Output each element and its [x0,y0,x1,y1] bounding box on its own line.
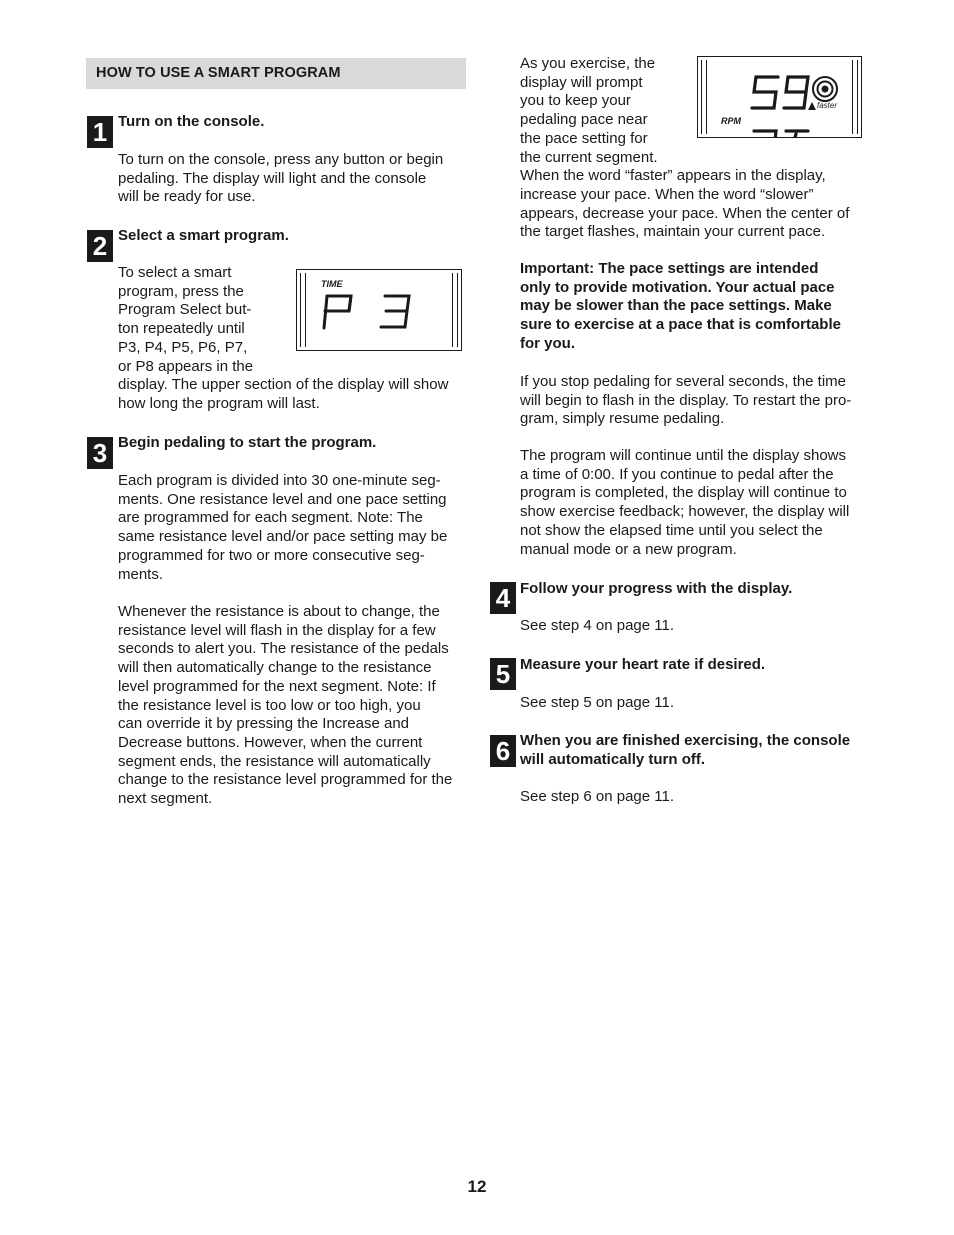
text-line: how long the program will last. [118,394,320,412]
step-1-text [118,151,468,207]
text-line: change to the resistance level programmed for the [118,771,453,789]
program-continue-text [520,447,870,559]
text-line: P3, P4, P5, P6, P7, [118,338,248,356]
text-line: a time of 0:00. If you continue to pedal after the [520,465,834,483]
text-line: same resistance level and/or pace setting may be [118,528,448,546]
text-line: To select a smart [118,264,232,281]
text-line: Whenever the resistance is about to change, the [118,603,440,620]
step-6-title [520,732,880,769]
step-1-number: 1 [87,116,113,148]
text-line: display will prompt [520,73,643,91]
text-line: next segment. [118,790,213,808]
text-line: As you exercise, the [520,55,656,72]
text-line: Program Select but- [118,301,252,319]
step-5-number: 5 [490,658,516,690]
text-line: To turn on the console, press any button or begin [118,151,444,168]
text-line: The program will continue until the display shows [520,447,846,464]
time-label: TIME [321,279,343,289]
text-line: display. The upper section of the display will show [118,376,449,394]
text-line: When you are finished exercising, the console [520,732,851,749]
text-line: show exercise feedback; however, the display will [520,503,850,521]
text-line: level programmed for the next segment. Note: If [118,677,436,695]
text-line: Each program is divided into 30 one-minute seg- [118,472,441,489]
text-line: will begin to flash in the display. To restart the pro- [520,391,852,409]
text-line: will then automatically change to the resistance [118,659,432,677]
faster-indicator: faster [817,101,838,110]
program-readout [297,270,463,352]
step-6-text: See step 6 on page 11. [520,788,675,805]
step-5-title: Measure your heart rate if desired. [520,656,766,673]
text-line: segment ends, the resistance will automatically [118,752,431,770]
step-3-title: Begin pedaling to start the program. [118,434,377,451]
step-2-number: 2 [87,230,113,262]
program-display [296,269,462,351]
step-3-number: 3 [87,437,113,469]
text-line: Important: The pace settings are intended [520,260,819,277]
text-line: If you stop pedaling for several seconds, the time [520,373,847,390]
text-line: the target flashes, maintain your current pace. [520,223,826,241]
text-line: pedaling pace near [520,111,648,129]
step-2-title: Select a smart program. [118,227,289,244]
step-4-text: See step 4 on page 11. [520,617,675,634]
text-line: increase your pace. When the word “slower” [520,185,814,203]
text-line: may be slower than the pace settings. Make [520,297,832,315]
text-line: Decrease buttons. However, when the current [118,733,423,751]
text-line: program, press the [118,282,244,300]
text-line: appears, decrease your pace. When the center of [520,204,850,222]
text-line: or P8 appears in the [118,357,254,375]
text-line: seconds to alert you. The resistance of the pedals [118,640,449,658]
important-note [520,260,870,354]
stop-pedaling-text [520,373,870,429]
rpm-display [697,56,862,138]
text-line: ton repeatedly until [118,320,245,338]
text-line: can override it by pressing the Increase and [118,715,409,733]
text-line: for you. [520,334,575,352]
text-line: will automatically turn off. [520,750,706,768]
step-6-number: 6 [490,735,516,767]
text-line: pedaling. The display will light and the console [118,169,427,187]
text-line: the resistance level is too low or too high, you [118,696,421,714]
text-line: gram, simply resume pedaling. [520,410,725,428]
text-line: ments. [118,565,164,583]
text-line: only to provide motivation. Your actual pace [520,278,835,296]
text-line: will be ready for use. [118,188,256,206]
text-line: the pace setting for [520,129,648,147]
text-line: ments. One resistance level and one pace setting [118,490,447,508]
text-line: resistance level will flash in the display for a few [118,621,436,639]
text-line: When the word “faster” appears in the display, [520,167,826,185]
text-line: not show the elapsed time until you select the [520,521,823,539]
step-3-para-2 [118,603,468,809]
step-4-title: Follow your progress with the display. [520,580,793,597]
step-1-title: Turn on the console. [118,113,265,130]
page-number: 12 [467,1177,487,1196]
text-line: program is completed, the display will continue to [520,484,847,502]
text-line: the current segment. [520,148,658,166]
section-title: HOW TO USE A SMART PROGRAM [86,58,466,89]
target-icon [811,75,839,103]
step-3-para-1 [118,472,468,584]
text-line: programmed for two or more consecutive seg- [118,546,425,564]
step-4-number: 4 [490,582,516,614]
faster-arrow-icon [807,101,817,111]
text-line: you to keep your [520,92,631,110]
text-line: are programmed for each segment. Note: The [118,509,423,527]
step-5-text: See step 5 on page 11. [520,694,675,711]
rpm-label: RPM [721,116,741,126]
text-line: sure to exercise at a pace that is comfortable [520,316,841,334]
text-line: manual mode or a new program. [520,540,737,558]
